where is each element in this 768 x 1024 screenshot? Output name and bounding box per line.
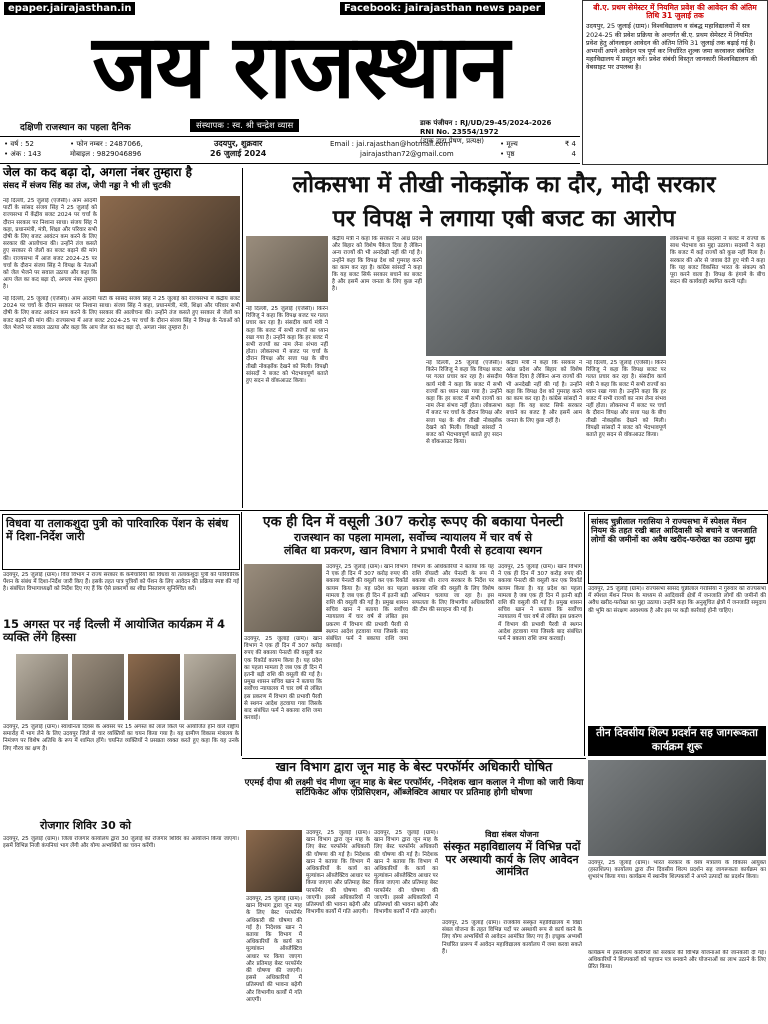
divider (241, 512, 242, 756)
email-2: jairajasthan72@gmail.com (360, 150, 454, 158)
issue: • अंक : 143 (4, 150, 42, 158)
regn-note: (डाक द्वारा प्रेषण, प्रत्यक्ष) (420, 137, 484, 145)
best-performer-headline: खान विभाग द्वारा जून माह के बेस्ट परफॉर्मर अधिकारी घोषित (275, 759, 553, 774)
pension-body: उदयपुर, 25 जुलाई (ग्राम)। वित्त विभाग ने राज्य सरकार के कर्मचारियों की विधवा या तलाकशुदा पुत्री को पारिवारिक पेंशन के संबंध में दिशा-निर्देश जारी किए हैं। इसके तहत पात्र पुत्रियों को पेंशन के लिए आवेदन की प्रक्रिया स्पष्ट की गई है। संबंधित विभागाध्यक्षों को निर्देश दिए गए हैं कि ऐसे प्रकरणों का शीघ्र निस्तारण सुनिश्चित करें। (3, 572, 239, 593)
divider (0, 510, 768, 511)
tagline: दक्षिणी राजस्थान का पहला दैनिक (20, 123, 131, 133)
price-label: • मूल्य (500, 140, 518, 148)
best-performer-body-2: उदयपुर, 25 जुलाई (ग्राम)। खान विभाग द्वारा जून माह के लिए बेस्ट परफॉर्मर अधिकारी की घोषणा की गई है। निदेशक खान ने बताया कि विभाग में अधिकारियों के कार्य का मूल्यांकन ऑब्जेक्टिव आधार पर किया जाएगा और प्रतिमाह बेस्ट परफॉर्मर की घोषणा की जाएगी। इससे अधिकारियों में प्रतिस्पर्धा की भावना बढ़ेगी और विभागीय कार्यों में गति आएगी। (374, 830, 438, 916)
postal-regn: डाक पंजीयन : RJ/UD/29-45/2024-2026 (420, 119, 552, 127)
penalty-body-0: उदयपुर, 25 जुलाई (ग्राम)। खान विभाग ने एक ही दिन में 307 करोड़ रुपए की बकाया पेनल्टी की वसूली कर एक रिकॉर्ड कायम किया है। यह प्रदेश का पहला मामला है जब एक ही दिन में इतनी बड़ी राशि की वसूली की गई है। प्रमुख शासन सचिव खान ने बताया कि सर्वोच्च न्यायालय में चार वर्ष से लंबित इस प्रकरण में विभाग की प्रभावी पैरवी से स्थगन आदेश हटवाया गया जिसके बाद संबंधित फर्म ने बकाया राशि जमा करवाई। (244, 636, 322, 722)
sanskrit-body: उदयपुर, 25 जुलाई (ग्राम)। राजकीय संस्कृत महाविद्यालय में विद्या संबल योजना के तहत विभिन्न पदों पर अस्थायी रूप से कार्य करने के लिए योग्य अभ्यर्थियों से आवेदन आमंत्रित किए गए हैं। इच्छुक अभ्यर्थी निर्धारित प्रारूप में आवेदन महाविद्यालय कार्यालय में जमा करवा सकते हैं। (442, 920, 582, 955)
pages: 4 (571, 150, 576, 158)
notice-body: उदयपुर, 25 जुलाई (ग्राम)। विश्वविद्यालय व संबद्ध महाविद्यालयों में सत्र 2024-25 की प्रवेश प्रक्रिया के अन्तर्गत बी.ए. प्रथम सेमेस्टर में नियमित प्रवेश हेतु ऑनलाइन आवेदन की अंतिम तिथि 31 जुलाई तक बढ़ाई गई है। अभ्यर्थी अपने आवेदन पत्र पूर्ण कर निर्धारित शुल्क जमा करवाकर संबंधित महाविद्यालय में प्रस्तुत करें। प्रवेश संबंधी विस्तृत जानकारी विश्वविद्यालय की वेबसाइट पर उपलब्ध है। (586, 22, 758, 72)
left-lead-headline: संसद में संजय सिंह का तंज, जेपी नड्डा ने भी ली चुटकी (3, 179, 171, 190)
minister-photo (246, 236, 328, 302)
founder-line: संस्थापक : स्व. श्री चन्द्रेश व्यास (190, 119, 299, 132)
pension-box (2, 514, 240, 570)
year: • वर्ष : 52 (4, 140, 35, 148)
penalty-sub-1: राजस्थान का पहला मामला, सर्वोच्च न्यायालय में चार वर्ष से (293, 531, 533, 545)
sanskrit-story (442, 830, 582, 879)
phone: • फोन नम्बर : 2487066, (70, 140, 143, 148)
official-photo (244, 564, 322, 632)
sanskrit-headline: संस्कृत महाविद्यालय में विभिन्न पदों पर अस्थायी कार्य के लिए आवेदन आमंत्रित (443, 840, 581, 879)
craft-body: उदयपुर, 25 जुलाई (ग्राम)। भारत सरकार के वस्त्र मंत्रालय के विकास आयुक्त (हस्तशिल्प) कार्यालय द्वारा तीन दिवसीय शिल्प प्रदर्शन सह जागरूकता कार्यक्रम का शुभारंभ किया गया। कार्यक्रम में स्थानीय शिल्पकारों ने अपने उत्पादों का प्रदर्शन किया। (588, 860, 766, 881)
garasiya-box (588, 514, 768, 584)
rni-number: RNI No. 23554/1972 (420, 128, 499, 136)
person-photo-2 (72, 654, 124, 720)
place-day: उदयपुर, शुक्रवार (214, 139, 263, 148)
lok-sabha-photo (426, 236, 666, 356)
masthead: जय राजस्थान (92, 14, 508, 118)
info-bar (0, 136, 580, 164)
penalty-body: उदयपुर, 25 जुलाई (ग्राम)। खान विभाग ने एक ही दिन में 307 करोड़ रुपए की बकाया पेनल्टी की वसूली कर एक रिकॉर्ड कायम किया है। यह प्रदेश का पहला मामला है जब एक ही दिन में इतनी बड़ी राशि की वसूली की गई है। प्रमुख शासन सचिव खान ने बताया कि सर्वोच्च न्यायालय में चार वर्ष से लंबित इस प्रकरण में विभाग की प्रभावी पैरवी से स्थगन आदेश हटवाया गया जिसके बाद संबंधित फर्म ने बकाया राशि जमा करवाई। (326, 564, 408, 650)
mobile: मोबाइल : 9829046896 (70, 150, 142, 158)
left-lead-body: नई दिल्ली, 25 जुलाई (एजेंसी)। आम आदमी पार्टी के सांसद संजय सिंह ने 25 जुलाई को राज्यसभा में केंद्रीय बजट 2024 पर चर्चा के दौरान सरकार पर निशाना साधा। संजय सिंह ने कहा, प्रधानमंत्री, मंत्री, शिक्षा और परिवार सभी दोषी के लिए बजट आवंटन कम करने के लिए सरकार की आलोचना की। उन्होंने तंज कसते हुए सरकार से जेलों का बजट बढ़ाने की मांग की। राज्यसभा में आज बजट 2024-25 पर चर्चा के दौरान संजय सिंह ने विपक्ष के नेताओं को जेल भेजने पर सवाल उठाया और कहा कि आप जेल का कद बढ़ा दो, अगला नंबर तुम्हारा है। (3, 198, 97, 291)
price: 4 (571, 140, 576, 148)
main-headline-2: पर विपक्ष ने लगाया एबी बजट का आरोप (332, 205, 676, 232)
best-performer-body: उदयपुर, 25 जुलाई (ग्राम)। खान विभाग द्वारा जून माह के लिए बेस्ट परफॉर्मर अधिकारी की घोषणा की गई है। निदेशक खान ने बताया कि विभाग में अधिकारियों के कार्य का मूल्यांकन ऑब्जेक्टिव आधार पर किया जाएगा और प्रतिमाह बेस्ट परफॉर्मर की घोषणा की जाएगी। इससे अधिकारियों में प्रतिस्पर्धा की भावना बढ़ेगी और विभागीय कार्यों में गति आएगी। (306, 830, 370, 916)
center-story-body-4: केंद्रीय मंत्री ने कहा कि सरकार ने आंध्र प्रदेश और बिहार को विशेष पैकेज दिया है लेकिन अन्य राज्यों की भी अनदेखी नहीं की गई है। उन्होंने कहा कि विपक्ष देश को गुमराह करने का काम कर रहा है। कांग्रेस सांसदों ने कहा कि यह बजट सिर्फ सरकार बचाने का बजट है और इसमें आम जनता के लिए कुछ नहीं है। (506, 360, 582, 424)
craft-body-2: कार्यक्रम में हस्तशिल्प कारीगरों को सरकार की विभिन्न योजनाओं की जानकारी दी गई। अधिकारियों ने शिल्पकारों को पहचान पत्र बनवाने और योजनाओं का लाभ उठाने के लिए प्रेरित किया। (588, 950, 766, 971)
person-photo-3 (128, 654, 180, 720)
penalty-story (244, 514, 582, 557)
person-photo-4 (184, 654, 236, 720)
date: 26 जुलाई 2024 (210, 149, 267, 158)
sanjay-singh-photo (100, 196, 240, 292)
center-story-body: नई दिल्ली, 25 जुलाई (एजेंसी)। किरेन रिजिजू ने कहा कि विपक्ष बजट पर गलत प्रचार कर रहा है। संसदीय कार्य मंत्री ने कहा कि बजट में सभी राज्यों का ध्यान रखा गया है। उन्होंने कहा कि हर बजट में सभी राज्यों का नाम लेना संभव नहीं होता। लोकसभा में बजट पर चर्चा के दौरान विपक्ष और सत्ता पक्ष के बीच तीखी नोकझोंक देखने को मिली। विपक्षी सांसदों ने बजट को भेदभावपूर्ण बताते हुए सदन से वॉकआउट किया। (246, 306, 328, 385)
pages-label: • पृष्ठ (500, 150, 515, 158)
divider (584, 512, 585, 756)
craft-headline: तीन दिवसीय शिल्प प्रदर्शन सह जागरूकता कार्यक्रम शुरू (588, 726, 766, 756)
rupee-sign: ₹ (564, 140, 570, 148)
left-lead-body-cont: नई दिल्ली, 25 जुलाई (एजेंसी)। आम आदमी पार्टी के सांसद संजय सिंह ने 25 जुलाई को राज्यसभा में केंद्रीय बजट 2024 पर चर्चा के दौरान सरकार पर निशाना साधा। संजय सिंह ने कहा, प्रधानमंत्री, मंत्री, शिक्षा और परिवार सभी दोषी के लिए बजट आवंटन कम करने के लिए सरकार की आलोचना की। उन्होंने तंज कसते हुए सरकार से जेलों का बजट बढ़ाने की मांग की। राज्यसभा में आज बजट 2024-25 पर चर्चा के दौरान संजय सिंह ने विपक्ष के नेताओं को जेल भेजने पर सवाल उठाया और कहा कि आप जेल का कद बढ़ा दो, अगला नंबर तुम्हारा है। (3, 296, 240, 331)
craft-event-photo (588, 760, 766, 856)
left-lead (3, 166, 239, 190)
main-headline (240, 168, 768, 236)
notice-box (582, 0, 768, 165)
penalty-headline: एक ही दिन में वसूली 307 करोड़ रूपए की बकाया पेनल्टी (262, 514, 564, 530)
center-story-body-3: नई दिल्ली, 25 जुलाई (एजेंसी)। किरेन रिजिजू ने कहा कि विपक्ष बजट पर गलत प्रचार कर रहा है। संसदीय कार्य मंत्री ने कहा कि बजट में सभी राज्यों का ध्यान रखा गया है। उन्होंने कहा कि हर बजट में सभी राज्यों का नाम लेना संभव नहीं होता। लोकसभा में बजट पर चर्चा के दौरान विपक्ष और सत्ता पक्ष के बीच तीखी नोकझोंक देखने को मिली। विपक्षी सांसदों ने बजट को भेदभावपूर्ण बताते हुए सदन से वॉकआउट किया। (426, 360, 502, 446)
left-lead-kicker: जेल का कद बढ़ा दो, अगला नंबर तुम्हारा है (3, 165, 193, 179)
epaper-url: epaper.jairajasthan.in (4, 2, 135, 15)
facebook-handle: Facebook: jairajasthan news paper (340, 2, 545, 15)
meena-photo (246, 830, 302, 892)
center-story-body-2: केंद्रीय मंत्री ने कहा कि सरकार ने आंध्र प्रदेश और बिहार को विशेष पैकेज दिया है लेकिन अन्य राज्यों की भी अनदेखी नहीं की गई है। उन्होंने कहा कि विपक्ष देश को गुमराह करने का काम कर रहा है। कांग्रेस सांसदों ने कहा कि यह बजट सिर्फ सरकार बचाने का बजट है और इसमें आम जनता के लिए कुछ नहीं है। (332, 236, 422, 293)
job-fair-headline: रोजगार शिविर 30 को (40, 819, 131, 832)
sanskrit-kicker: विद्या संबल योजना (485, 830, 539, 839)
main-headline-1: लोकसभा में तीखी नोकझोंक का दौर, मोदी सरकार (292, 171, 716, 198)
penalty-body-2: विभाग के अधिकारियों ने बताया कि यह राशि रॉयल्टी और पेनल्टी के रूप में बकाया थी। राज्य सरकार के निर्देश पर बकाया राशि की वसूली के लिए विशेष अभियान चलाया जा रहा है। इस सफलता के लिए विभागीय अधिकारियों की टीम की सराहना की गई है। (412, 564, 494, 614)
person-photo-1 (16, 654, 68, 720)
center-story-body-5: नई दिल्ली, 25 जुलाई (एजेंसी)। किरेन रिजिजू ने कहा कि विपक्ष बजट पर गलत प्रचार कर रहा है। संसदीय कार्य मंत्री ने कहा कि बजट में सभी राज्यों का ध्यान रखा गया है। उन्होंने कहा कि हर बजट में सभी राज्यों का नाम लेना संभव नहीं होता। लोकसभा में बजट पर चर्चा के दौरान विपक्ष और सत्ता पक्ष के बीच तीखी नोकझोंक देखने को मिली। विपक्षी सांसदों ने बजट को भेदभावपूर्ण बताते हुए सदन से वॉकआउट किया। (586, 360, 666, 439)
right-story-body: लोकसभा में कुछ सदस्यों ने बजट में राज्यों के साथ भेदभाव का मुद्दा उठाया। सदस्यों ने कहा कि बजट में कई राज्यों को कुछ नहीं मिला है। सरकार की ओर से जवाब देते हुए मंत्री ने कहा कि यह बजट विकसित भारत के संकल्प को पूरा करने वाला है। विपक्ष के हंगामे के बीच सदन की कार्यवाही स्थगित करनी पड़ी। (670, 236, 765, 286)
garasiya-headline: सांसद चुन्नीलाल गरासिया ने राज्यसभा में स्पेशल मेंशन नियम के तहत रखी बात आदिवासी को बचाने व जनजाति लोगों की जमीनों का अवैध खरीद-फरोख्त का उठाया मुद्दा (591, 517, 757, 545)
independence-day-body: उदयपुर, 25 जुलाई (ग्राम)। स्वाधीनता दिवस के अवसर पर 15 अगस्त को लाल किले पर आयोजित होने वाले राष्ट्रीय समारोह में भाग लेने के लिए उदयपुर जिले से चार व्यक्तियों का चयन किया गया है। यह ग्रामीण विकास मंत्रालय के निमंत्रण पर विशेष अतिथि के रूप में शामिल होंगे। चयनित व्यक्तियों ने प्रसन्नता व्यक्त करते हुए कहा कि यह उनके लिए गौरव का क्षण है। (3, 724, 239, 752)
best-performer-body-0: उदयपुर, 25 जुलाई (ग्राम)। खान विभाग द्वारा जून माह के लिए बेस्ट परफॉर्मर अधिकारी की घोषणा की गई है। निदेशक खान ने बताया कि विभाग में अधिकारियों के कार्य का मूल्यांकन ऑब्जेक्टिव आधार पर किया जाएगा और प्रतिमाह बेस्ट परफॉर्मर की घोषणा की जाएगी। इससे अधिकारियों में प्रतिस्पर्धा की भावना बढ़ेगी और विभागीय कार्यों में गति आएगी। (246, 896, 302, 1003)
independence-day-headline: 15 अगस्त पर नई दिल्ली में आयोजित कार्यक्रम में 4 व्यक्ति लेंगे हिस्सा (3, 617, 226, 645)
best-performer-sub: एएमई दीपा श्री लक्ष्मी चंद मीणा जून माह के बेस्ट परफॉर्मर, -निदेशक खान कलाल ने मीणा को जारी किया सर्टिफिकेट ऑफ एप्रिसिएशन, ऑब्जेक्टिव आधार पर प्रतिमाह होगी घोषणा (244, 778, 584, 799)
email: Email : jai.rajasthan@hotmail.com (330, 140, 451, 148)
notice-title: बी.ए. प्रथम सेमेस्टर में नियमित प्रवेश की आवेदन की अंतिम तिथि 31 जुलाई तक (593, 3, 757, 21)
garasiya-body: उदयपुर, 25 जुलाई (ग्राम)। राज्यसभा सांसद चुन्नीलाल गरासिया ने गुरुवार को राज्यसभा में स्पेशल मेंशन नियम के माध्यम से आदिवासी क्षेत्रों में जनजाति लोगों की जमीनों की अवैध खरीद-फरोख्त का मुद्दा उठाया। उन्होंने कहा कि अनुसूचित क्षेत्रों में जनजाति समुदाय की भूमि का संरक्षण आवश्यक है और इस पर कड़ी कार्रवाई होनी चाहिए। (588, 586, 766, 614)
penalty-sub-2: लंबित था प्रकरण, खान विभाग ने प्रभावी पैरवी से हटवाया स्थगन (283, 543, 543, 557)
pension-headline: विधवा या तलाकशुदा पुत्री को पारिवारिक पेंशन के संबंध में दिशा-निर्देश जारी (6, 517, 229, 543)
job-fair-body: उदयपुर, 25 जुलाई (ग्राम)। जिला रोजगार कार्यालय द्वारा 30 जुलाई को रोजगार शिविर का आयोजन किया जाएगा। इसमें विभिन्न निजी कंपनियां भाग लेंगी और योग्य अभ्यर्थियों का चयन करेंगी। (3, 836, 239, 850)
penalty-body-3: उदयपुर, 25 जुलाई (ग्राम)। खान विभाग ने एक ही दिन में 307 करोड़ रुपए की बकाया पेनल्टी की वसूली कर एक रिकॉर्ड कायम किया है। यह प्रदेश का पहला मामला है जब एक ही दिन में इतनी बड़ी राशि की वसूली की गई है। प्रमुख शासन सचिव खान ने बताया कि सर्वोच्च न्यायालय में चार वर्ष से लंबित इस प्रकरण में विभाग की प्रभावी पैरवी से स्थगन आदेश हटवाया गया जिसके बाद संबंधित फर्म ने बकाया राशि जमा करवाई। (498, 564, 582, 643)
